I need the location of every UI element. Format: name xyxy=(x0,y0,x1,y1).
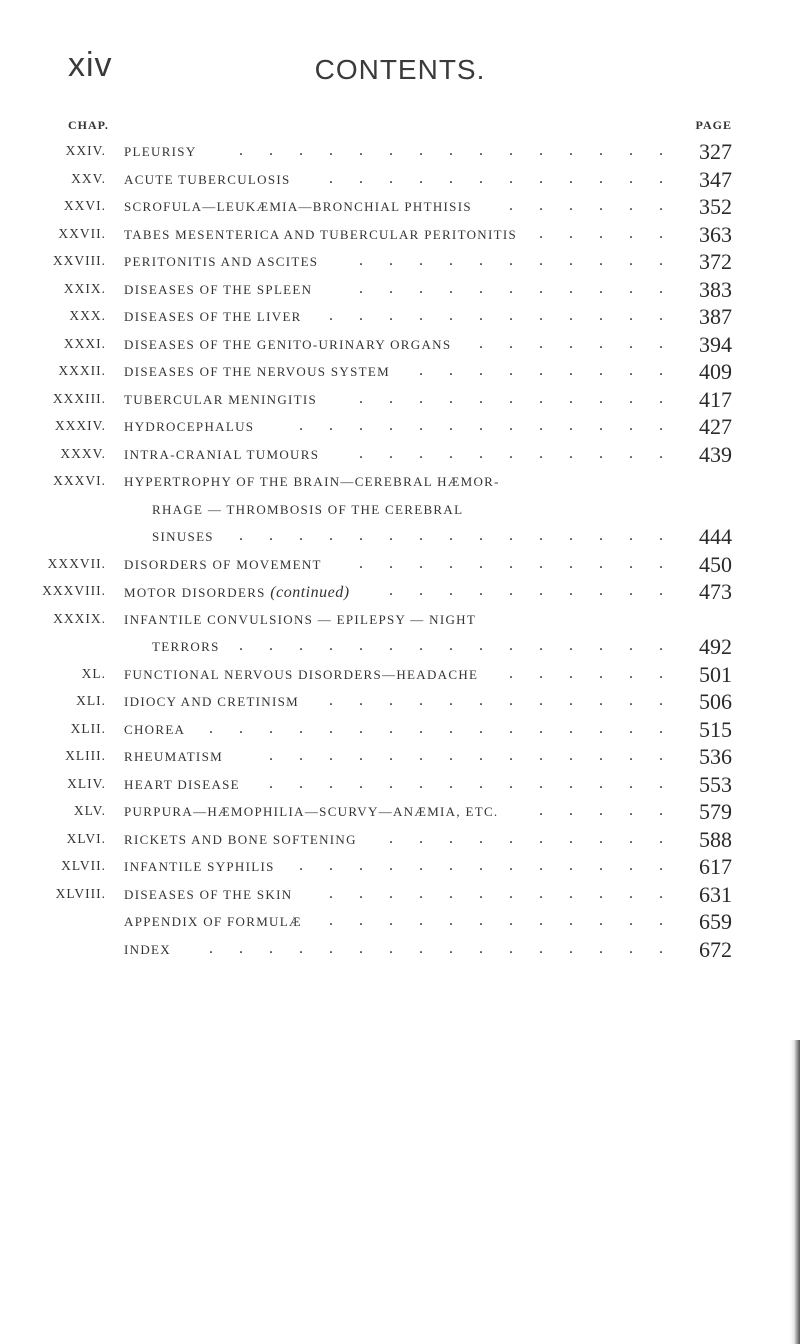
chapter-title-text: INFANTILE SYPHILIS xyxy=(124,859,275,874)
chapter-title-text: HYDROCEPHALUS xyxy=(124,419,255,434)
leader-dots: ........... xyxy=(359,389,689,407)
chapter-title xyxy=(124,392,317,408)
chapter-title-text: RHEUMATISM xyxy=(124,749,223,764)
chapter-title-continuation: TERRORS xyxy=(152,639,220,654)
toc-entry xyxy=(0,470,800,498)
chapter-title-text: DISEASES OF THE GENITO-URINARY ORGANS xyxy=(124,336,452,352)
toc-entry-continuation xyxy=(0,525,800,553)
chapter-title xyxy=(124,722,185,738)
toc-entry xyxy=(0,278,800,306)
page-number-ref: 515 xyxy=(699,716,732,742)
page-number-ref: 492 xyxy=(699,634,732,659)
table-of-contents xyxy=(0,140,800,965)
page-number-ref: 327 xyxy=(699,139,732,164)
page-number-ref: 352 xyxy=(699,194,732,219)
chapter-number: XXIV. xyxy=(65,143,106,158)
page-number-ref: 427 xyxy=(699,414,732,439)
chapter-number: XLVI. xyxy=(66,830,106,846)
toc-entry xyxy=(0,718,800,746)
running-title: CONTENTS. xyxy=(314,54,486,85)
toc-entry xyxy=(0,580,800,608)
chapter-title xyxy=(124,749,223,765)
page-number-ref: 588 xyxy=(699,826,732,852)
leader-dots: ...... xyxy=(509,197,689,214)
toc-entry xyxy=(0,938,800,966)
chapter-title-italic: (continued) xyxy=(270,584,350,601)
chapter-number: XLI. xyxy=(76,693,106,708)
leader-dots: ............. xyxy=(299,417,689,434)
chapter-number: XLVIII. xyxy=(55,885,106,901)
toc-entry xyxy=(0,745,800,773)
chapter-title-text: RICKETS AND BONE SOFTENING xyxy=(124,831,357,847)
leader-dots: ............... xyxy=(239,527,689,544)
page-number-ref: 439 xyxy=(699,441,732,467)
chapter-number: XXXVII. xyxy=(47,555,106,571)
chapter-column-heading: CHAP. xyxy=(68,118,109,132)
leader-dots: ........... xyxy=(359,252,689,269)
chapter-title xyxy=(124,859,275,875)
chapter-title xyxy=(124,612,476,628)
leader-dots: ............ xyxy=(329,884,689,902)
chapter-number: XXX. xyxy=(69,308,106,323)
toc-entry xyxy=(0,553,800,581)
chapter-number: XXVII. xyxy=(58,225,106,241)
toc-entry-continuation xyxy=(0,498,800,526)
leader-dots: ........... xyxy=(359,554,689,572)
chapter-title-text: DISEASES OF THE SPLEEN xyxy=(124,281,313,297)
toc-entry xyxy=(0,305,800,333)
chapter-title-text: DISEASES OF THE NERVOUS SYSTEM xyxy=(124,364,390,379)
chapter-title-text: APPENDIX OF FORMULÆ xyxy=(124,914,302,929)
page-number-ref: 617 xyxy=(699,854,732,879)
page-number-ref: 394 xyxy=(699,331,732,357)
leader-dots: ............ xyxy=(329,169,689,187)
page-column-heading: PAGE xyxy=(695,118,732,132)
chapter-title-text: ACUTE TUBERCULOSIS xyxy=(124,171,291,187)
leader-dots: ............ xyxy=(329,912,689,929)
chapter-title-text: SCROFULA—LEUKÆMIA—BRONCHIAL PHTHISIS xyxy=(124,199,472,214)
page-number-ref: 553 xyxy=(699,771,732,797)
page-number-ref: 363 xyxy=(699,221,732,247)
toc-entry xyxy=(0,388,800,416)
page-number-ref: 501 xyxy=(699,661,732,687)
page-number-ref: 372 xyxy=(699,249,732,274)
chapter-title-text: TUBERCULAR MENINGITIS xyxy=(124,391,318,407)
chapter-number: XXVI. xyxy=(63,198,106,213)
chapter-title xyxy=(124,832,357,848)
page-number-ref: 409 xyxy=(699,359,732,384)
chapter-title xyxy=(124,667,478,683)
page-number-ref: 579 xyxy=(699,799,732,824)
leader-dots: ........... xyxy=(359,444,689,462)
page-number: xiv xyxy=(68,46,113,84)
leader-dots: .......... xyxy=(389,829,689,847)
chapter-title xyxy=(124,199,472,215)
toc-entry xyxy=(0,855,800,883)
chapter-number: XLII. xyxy=(70,720,106,736)
page-number-ref: 450 xyxy=(699,551,732,577)
chapter-title-text: DISEASES OF THE SKIN xyxy=(124,886,293,902)
leader-dots: ..... xyxy=(539,802,689,819)
chapter-number: XLIV. xyxy=(67,775,106,791)
chapter-title xyxy=(124,254,318,270)
page-number-ref: 659 xyxy=(699,909,732,934)
chapter-title xyxy=(124,282,312,298)
chapter-number: XLVII. xyxy=(61,858,106,873)
chapter-number: XLIII. xyxy=(65,748,106,763)
chapter-title-text: DISEASES OF THE LIVER xyxy=(124,309,302,324)
leader-dots: ......... xyxy=(419,362,689,379)
chapter-title xyxy=(124,447,319,463)
toc-entry-continuation xyxy=(0,635,800,663)
chapter-title xyxy=(124,227,517,243)
chapter-title-text: PLEURISY xyxy=(124,144,197,159)
chapter-title-text: INDEX xyxy=(124,941,171,957)
chapter-title-text: INTRA-CRANIAL TUMOURS xyxy=(124,446,320,462)
toc-entry xyxy=(0,223,800,251)
toc-entry xyxy=(0,168,800,196)
chapter-number: XXXIV. xyxy=(54,418,106,433)
chapter-title xyxy=(124,172,291,188)
leader-dots: ................ xyxy=(209,939,689,957)
toc-entry xyxy=(0,828,800,856)
chapter-title-text: MOTOR DISORDERS xyxy=(124,585,266,600)
toc-entry xyxy=(0,140,800,168)
chapter-title-continuation: RHAGE — THROMBOSIS OF THE CEREBRAL xyxy=(152,501,464,517)
chapter-title xyxy=(124,364,390,380)
leader-dots: ..... xyxy=(539,224,689,242)
toc-entry xyxy=(0,910,800,938)
leader-dots: .......... xyxy=(389,582,689,599)
page-number-ref: 672 xyxy=(699,936,732,962)
leader-dots: ............ xyxy=(329,307,689,324)
page-number-ref: 506 xyxy=(699,689,732,714)
chapter-number: XXXVIII. xyxy=(42,583,106,598)
page-number-ref: 347 xyxy=(699,166,732,192)
chapter-title xyxy=(124,584,350,602)
page-number-ref: 631 xyxy=(699,881,732,907)
toc-entry xyxy=(0,195,800,223)
chapter-title-text: HEART DISEASE xyxy=(124,776,240,792)
chapter-number: XXXIII. xyxy=(52,390,106,406)
toc-entry xyxy=(0,690,800,718)
toc-entry xyxy=(0,800,800,828)
chapter-title xyxy=(124,557,322,573)
chapter-number: XXVIII. xyxy=(52,253,106,268)
toc-entry xyxy=(0,773,800,801)
chapter-number: XL. xyxy=(81,665,106,681)
page-edge-shadow xyxy=(790,1040,800,1344)
toc-entry xyxy=(0,415,800,443)
toc-entry xyxy=(0,883,800,911)
page-number-ref: 444 xyxy=(699,524,732,549)
chapter-number: XXXVI. xyxy=(53,473,106,488)
chapter-title xyxy=(124,337,451,353)
chapter-title xyxy=(124,309,302,325)
leader-dots: ........... xyxy=(359,279,689,297)
toc-entry xyxy=(0,443,800,471)
toc-entry xyxy=(0,250,800,278)
chapter-number: XXV. xyxy=(71,170,106,186)
chapter-number: XXXIX. xyxy=(53,610,106,626)
chapter-number: XXXI. xyxy=(63,335,106,351)
page-number-ref: 473 xyxy=(699,579,732,604)
chapter-title xyxy=(124,887,292,903)
chapter-number: XLV. xyxy=(73,803,106,818)
chapter-title-text: IDIOCY AND CRETINISM xyxy=(124,694,300,709)
chapter-title-text: PERITONITIS AND ASCITES xyxy=(124,254,319,269)
page-number-ref: 417 xyxy=(699,386,732,412)
chapter-title-text: CHOREA xyxy=(124,721,186,737)
toc-entry xyxy=(0,608,800,636)
chapter-title xyxy=(124,804,498,820)
toc-entry xyxy=(0,333,800,361)
chapter-title xyxy=(124,942,171,958)
chapter-title xyxy=(124,914,302,930)
chapter-title xyxy=(124,419,254,435)
chapter-number: XXXII. xyxy=(58,363,106,378)
page-number-ref: 536 xyxy=(699,744,732,769)
chapter-title-text: HYPERTROPHY OF THE BRAIN—CEREBRAL HÆMOR- xyxy=(124,474,500,489)
chapter-title-text: TABES MESENTERICA AND TUBERCULAR PERITONITIS xyxy=(124,226,517,242)
chapter-number: XXIX. xyxy=(63,280,106,296)
page-number-ref: 387 xyxy=(699,304,732,329)
chapter-title-continuation: SINUSES xyxy=(152,529,214,544)
chapter-title xyxy=(124,694,299,710)
leader-dots: ....... xyxy=(479,334,689,352)
page-header xyxy=(0,46,800,96)
toc-entry xyxy=(0,360,800,388)
chapter-title xyxy=(124,474,500,490)
leader-dots: .............. xyxy=(269,774,689,792)
chapter-title-text: PURPURA—HÆMOPHILIA—SCURVY—ANÆMIA, ETC. xyxy=(124,804,499,819)
leader-dots: .............. xyxy=(269,747,689,764)
leader-dots: ............. xyxy=(299,857,689,874)
leader-dots: ............ xyxy=(329,692,689,709)
toc-entry xyxy=(0,663,800,691)
chapter-number: XXXV. xyxy=(60,445,106,461)
leader-dots: ................ xyxy=(209,719,689,737)
chapter-title-text: INFANTILE CONVULSIONS — EPILEPSY — NIGHT xyxy=(124,611,477,627)
leader-dots: ............... xyxy=(239,637,689,654)
chapter-title xyxy=(124,144,197,160)
chapter-title xyxy=(124,777,240,793)
leader-dots: ...... xyxy=(509,664,689,682)
chapter-title-text: FUNCTIONAL NERVOUS DISORDERS—HEADACHE xyxy=(124,666,479,682)
chapter-title-text: DISORDERS OF MOVEMENT xyxy=(124,556,322,572)
leader-dots: ............... xyxy=(239,142,689,159)
page-number-ref: 383 xyxy=(699,276,732,302)
